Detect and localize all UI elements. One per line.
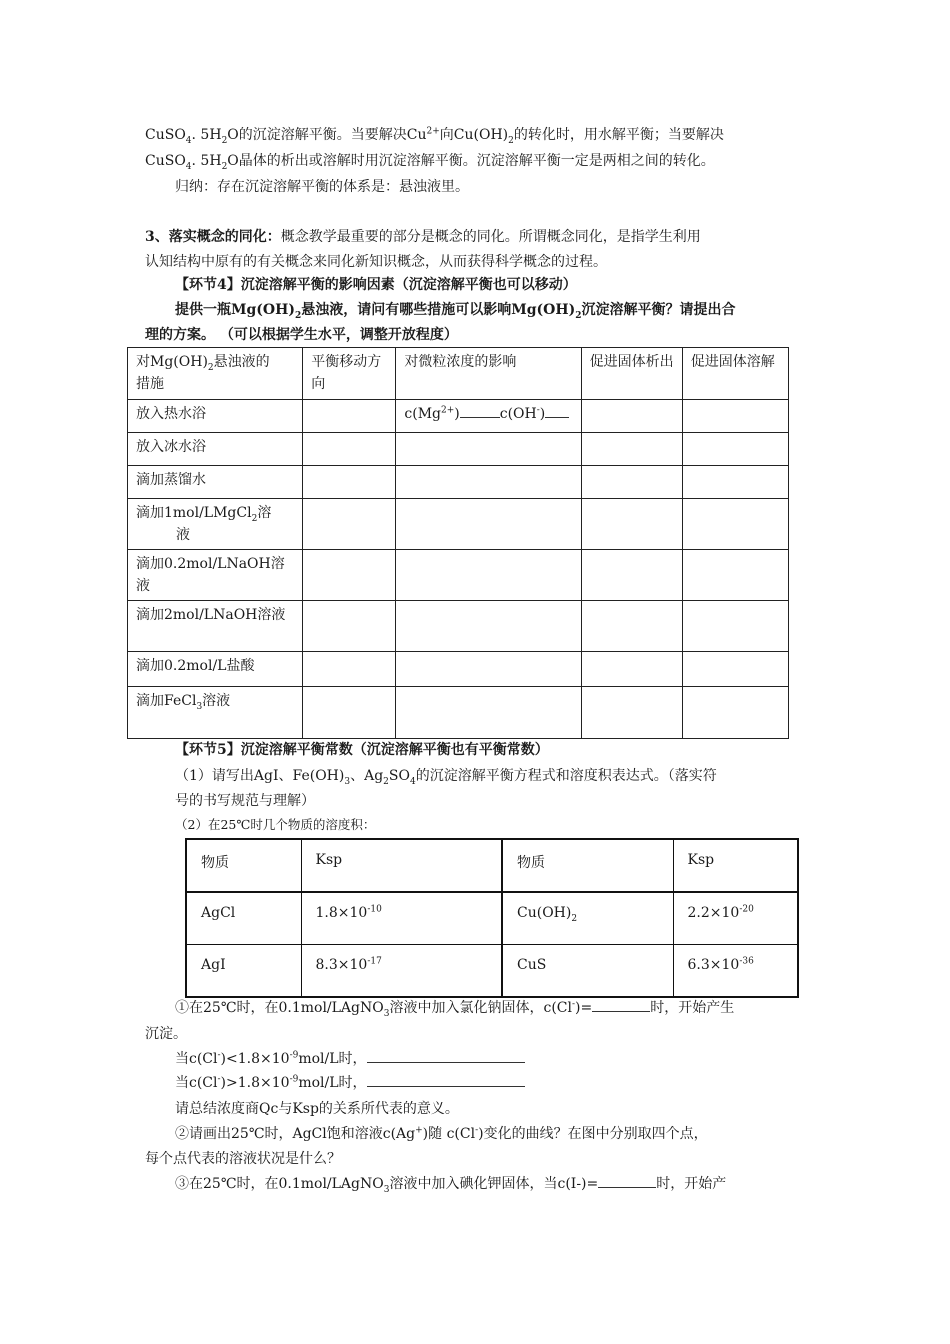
para1-summary: 归纳：存在沉淀溶解平衡的体系是：悬浊液里。 (175, 179, 469, 195)
para1-line2: CuSO$_4$. $5H_2O$晶体的析出或溶解时用沉淀溶解平衡。沉淀溶解平衡一定是两相之间的转化。 (145, 153, 715, 172)
table-row: 滴加1mol/LMgCl$_2$溶 液 (128, 499, 789, 550)
section3-heading: 3、落实概念的同化： (145, 229, 281, 245)
step4-question-line1: 提供一瓶$Mg(OH)_2$悬浊液，请问有哪些措施可以影响$Mg(OH)_2$沉淀溶解平衡？请提出合 (175, 302, 736, 321)
table-row: 滴加0.2mol/L盐酸 (128, 652, 789, 687)
table-row: 放入冰水浴 (128, 433, 789, 466)
section3-line1: 3、落实概念的同化：概念教学最重要的部分是概念的同化。所谓概念同化，是指学生利用 (145, 229, 701, 245)
question1-case-less: 当$c(Cl^-)<1.8\times 10^{-9}mol/L$时， (175, 1049, 525, 1069)
ksp-table-header: 物质 Ksp 物质 Ksp (186, 839, 798, 892)
table-row: AgI $8.3\times 10^{-17}$ CuS $6.3\times 10^{-36}$ (186, 945, 798, 998)
step5-title: 【环节5】沉淀溶解平衡常数（沉淀溶解平衡也有平衡常数） (175, 742, 549, 758)
step5-question2: （2）在25℃时几个物质的溶度积： (175, 817, 376, 832)
question3-line1: ③在25℃时，在0.1mol/LAgNO$_3$溶液中加入碘化钾固体，当c(I-)= 时，开始产 (175, 1176, 727, 1195)
table-row: 放入热水浴 $c(Mg^{2+})$ c(OH-) (128, 400, 789, 433)
measures-table (127, 347, 789, 739)
section3-line2: 认知结构中原有的有关概念来同化新知识概念，从而获得科学概念的过程。 (145, 254, 607, 270)
measures-table-header (128, 348, 789, 400)
header-direction: 平衡移动方向 (303, 348, 396, 400)
question1-summary: 请总结浓度商Qc与Ksp的关系所代表的意义。 (175, 1101, 459, 1117)
header-dissolve: 促进固体溶解 (682, 348, 788, 400)
concentration-blank-cell: $c(Mg^{2+})$ c(OH-) (396, 400, 581, 433)
step4-question-line2: 理的方案。 （可以根据学生水平，调整开放程度） (145, 327, 458, 343)
header-measure: 对$Mg(OH)_2$悬浊液的 措施 (128, 348, 303, 400)
header-precipitate: 促进固体析出 (581, 348, 682, 400)
question2-line2: 每个点代表的溶液状况是什么？ (145, 1151, 341, 1167)
header-concentration: 对微粒浓度的影响 (396, 348, 581, 400)
question2-line1: ②请画出25℃时，AgCl饱和溶液c(Ag+)随 c(Cl-)变化的曲线？在图中分别取四个点， (175, 1125, 708, 1142)
question1-line1: ①在25℃时，在0.1mol/LAgNO$_3$溶液中加入氯化钠固体，c(Cl-)= 时，开始产生 (175, 999, 735, 1019)
step5-question1-line2: 号的书写规范与理解） (175, 793, 315, 809)
table-row: 滴加2mol/LNaOH溶液 (128, 601, 789, 652)
table-row: 滴加蒸馏水 (128, 466, 789, 499)
ksp-table (185, 838, 799, 998)
step5-question1-line1: （1）请写出AgI、$Fe(OH)_3$、$Ag_2SO_4$的沉淀溶解平衡方程式和溶度积表达式。（落实符 (175, 768, 717, 787)
table-row: 滴加0.2mol/LNaOH溶 液 (128, 550, 789, 601)
para1-line1: CuSO$_4$. $5H_2O$的沉淀溶解平衡。当要解决$Cu^{2+}$向$Cu(OH)_2$的转化时，用水解平衡；当要解决 (145, 126, 724, 146)
step4-title: 【环节4】沉淀溶解平衡的影响因素（沉淀溶解平衡也可以移动） (175, 277, 577, 293)
table-row: AgCl $1.8\times 10^{-10}$ $Cu(OH)_2$ $2.2\times 10^{-20}$ (186, 892, 798, 945)
table-row: 滴加FeCl$_3$溶液 (128, 687, 789, 739)
question1-line2: 沉淀。 (145, 1026, 187, 1042)
question1-case-greater: 当$c(Cl^-)>1.8\times 10^{-9}mol/L$时， (175, 1073, 525, 1093)
